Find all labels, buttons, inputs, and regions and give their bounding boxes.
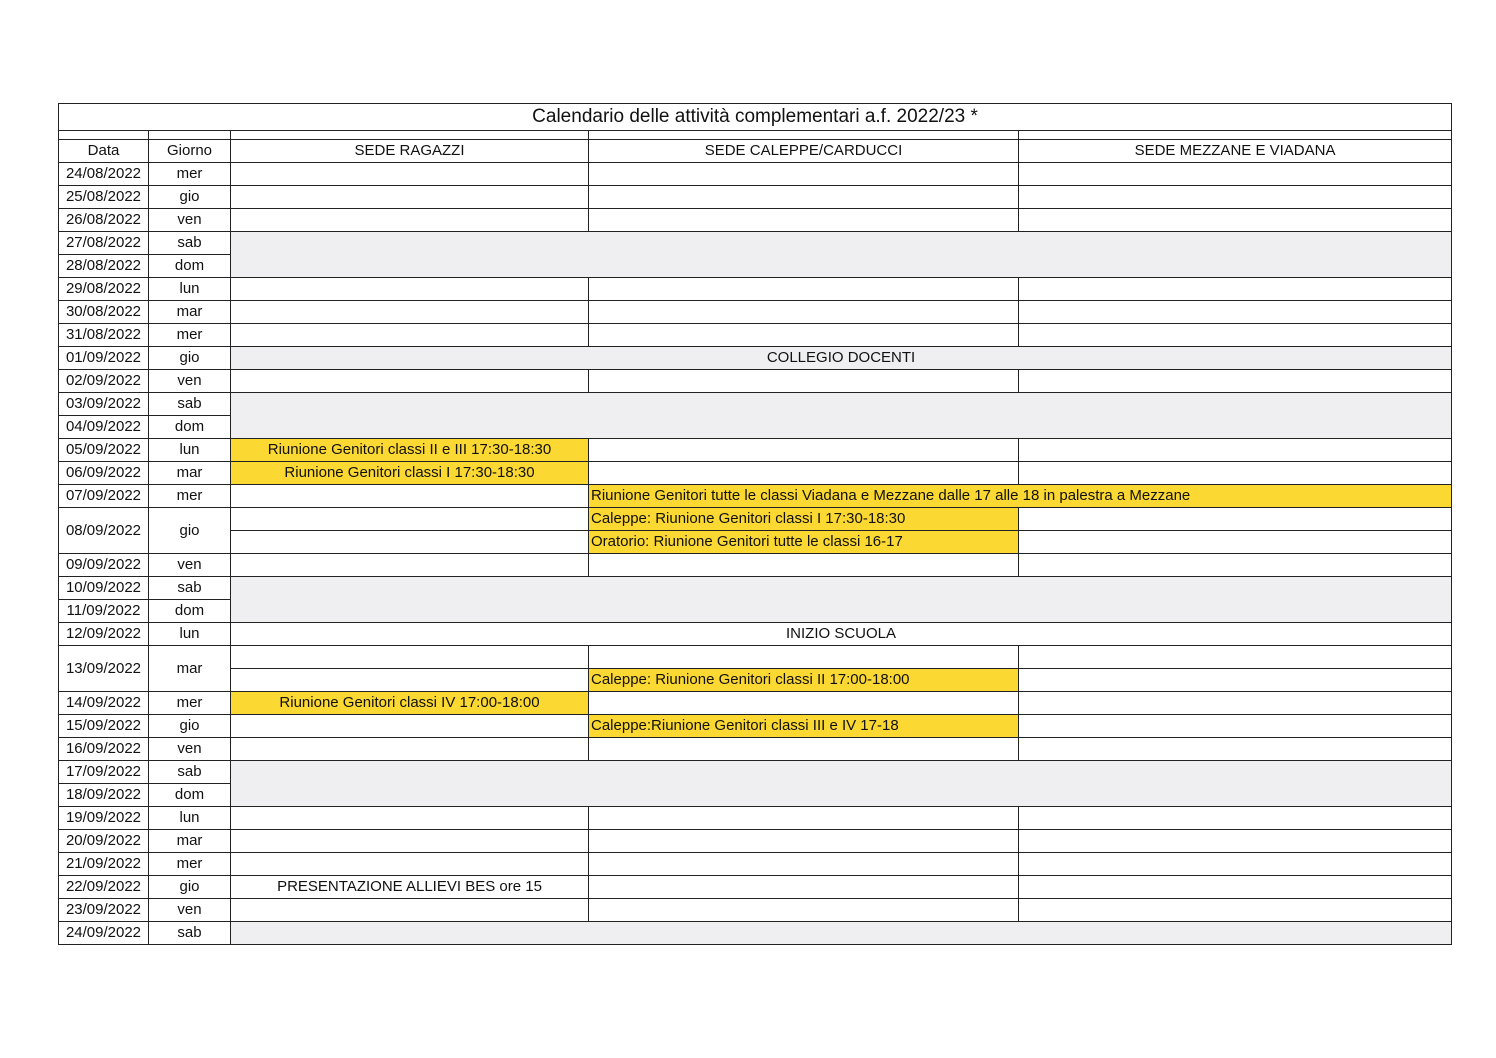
mezzane-cell <box>1019 853 1452 876</box>
day-cell: lun <box>149 439 231 462</box>
day-cell: mer <box>149 163 231 186</box>
table-row <box>59 830 1452 853</box>
mezzane-cell <box>1019 439 1452 462</box>
table-row <box>59 186 1452 209</box>
caleppe-mezzane-event-cell: Riunione Genitori tutte le classi Viadana e Mezzane dalle 17 alle 18 in palestra a Mezzane <box>589 485 1452 508</box>
caleppe-cell <box>589 186 1019 209</box>
caleppe-cell <box>589 278 1019 301</box>
date-cell: 11/09/2022 <box>59 600 149 623</box>
table-row <box>59 876 1452 899</box>
mezzane-cell <box>1019 738 1452 761</box>
caleppe-event-cell: Caleppe: Riunione Genitori classi II 17:00-18:00 <box>589 669 1019 692</box>
date-cell: 21/09/2022 <box>59 853 149 876</box>
ragazzi-cell <box>231 738 589 761</box>
mezzane-cell <box>1019 531 1452 554</box>
weekend-cell <box>231 922 1452 945</box>
page-title: Calendario delle attività complementari a.f. 2022/23 * <box>59 104 1452 131</box>
date-cell: 09/09/2022 <box>59 554 149 577</box>
caleppe-cell <box>589 738 1019 761</box>
date-cell: 24/09/2022 <box>59 922 149 945</box>
mezzane-cell <box>1019 186 1452 209</box>
day-cell: gio <box>149 347 231 370</box>
caleppe-cell <box>589 853 1019 876</box>
date-cell: 17/09/2022 <box>59 761 149 784</box>
calendar-sheet <box>58 103 1451 945</box>
day-cell: sab <box>149 761 231 784</box>
date-cell: 23/09/2022 <box>59 899 149 922</box>
day-cell: mar <box>149 646 231 692</box>
day-cell: sab <box>149 232 231 255</box>
weekend-cell <box>231 577 1452 623</box>
table-row <box>59 692 1452 715</box>
spacer-cell <box>59 131 149 140</box>
day-cell: lun <box>149 278 231 301</box>
day-cell: ven <box>149 370 231 393</box>
table-row <box>59 278 1452 301</box>
mezzane-cell <box>1019 462 1452 485</box>
day-cell: mer <box>149 485 231 508</box>
mezzane-cell <box>1019 715 1452 738</box>
caleppe-event-cell: Caleppe:Riunione Genitori classi III e IV 17-18 <box>589 715 1019 738</box>
table-row <box>59 209 1452 232</box>
table-row <box>59 439 1452 462</box>
ragazzi-cell <box>231 531 589 554</box>
caleppe-cell <box>589 439 1019 462</box>
day-cell: sab <box>149 922 231 945</box>
date-cell: 26/08/2022 <box>59 209 149 232</box>
ragazzi-event-cell: Riunione Genitori classi IV 17:00-18:00 <box>231 692 589 715</box>
date-cell: 14/09/2022 <box>59 692 149 715</box>
header-sede-ragazzi: SEDE RAGAZZI <box>231 140 589 163</box>
table-row <box>59 807 1452 830</box>
table-subrow <box>59 669 1452 692</box>
caleppe-cell <box>589 807 1019 830</box>
table-row <box>59 922 1452 945</box>
caleppe-cell <box>589 692 1019 715</box>
weekend-cell <box>231 393 1452 439</box>
date-cell: 13/09/2022 <box>59 646 149 692</box>
date-cell: 18/09/2022 <box>59 784 149 807</box>
mezzane-cell <box>1019 163 1452 186</box>
caleppe-cell <box>589 876 1019 899</box>
table-row <box>59 646 1452 669</box>
header-day: Giorno <box>149 140 231 163</box>
table-row <box>59 577 1452 600</box>
date-cell: 30/08/2022 <box>59 301 149 324</box>
ragazzi-cell <box>231 301 589 324</box>
spacer-cell <box>1019 131 1452 140</box>
date-cell: 31/08/2022 <box>59 324 149 347</box>
date-cell: 19/09/2022 <box>59 807 149 830</box>
table-row <box>59 485 1452 508</box>
header-sede-caleppe: SEDE CALEPPE/CARDUCCI <box>589 140 1019 163</box>
table-row <box>59 393 1452 416</box>
day-cell: mer <box>149 324 231 347</box>
spacer-cell <box>149 131 231 140</box>
caleppe-cell <box>589 462 1019 485</box>
caleppe-cell <box>589 830 1019 853</box>
day-cell: mar <box>149 301 231 324</box>
mezzane-cell <box>1019 899 1452 922</box>
mezzane-cell <box>1019 830 1452 853</box>
mezzane-cell <box>1019 807 1452 830</box>
ragazzi-cell <box>231 853 589 876</box>
day-cell: dom <box>149 784 231 807</box>
weekend-cell <box>231 761 1452 807</box>
date-cell: 08/09/2022 <box>59 508 149 554</box>
day-cell: lun <box>149 623 231 646</box>
date-cell: 27/08/2022 <box>59 232 149 255</box>
table-subrow <box>59 531 1452 554</box>
header-date: Data <box>59 140 149 163</box>
mezzane-cell <box>1019 301 1452 324</box>
day-cell: gio <box>149 715 231 738</box>
ragazzi-cell <box>231 278 589 301</box>
table-row <box>59 853 1452 876</box>
spacer-cell <box>589 131 1019 140</box>
date-cell: 20/09/2022 <box>59 830 149 853</box>
day-cell: ven <box>149 738 231 761</box>
date-cell: 10/09/2022 <box>59 577 149 600</box>
table-row <box>59 899 1452 922</box>
ragazzi-cell <box>231 508 589 531</box>
inizio-scuola-cell: INIZIO SCUOLA <box>231 623 1452 646</box>
ragazzi-event-cell: Riunione Genitori classi I 17:30-18:30 <box>231 462 589 485</box>
caleppe-cell <box>589 209 1019 232</box>
mezzane-cell <box>1019 876 1452 899</box>
caleppe-cell <box>589 554 1019 577</box>
day-cell: dom <box>149 255 231 278</box>
ragazzi-event-cell: PRESENTAZIONE ALLIEVI BES ore 15 <box>231 876 589 899</box>
caleppe-event-cell: Oratorio: Riunione Genitori tutte le classi 16-17 <box>589 531 1019 554</box>
table-row <box>59 554 1452 577</box>
mezzane-cell <box>1019 508 1452 531</box>
day-cell: lun <box>149 807 231 830</box>
table-row <box>59 738 1452 761</box>
day-cell: dom <box>149 416 231 439</box>
table-row <box>59 163 1452 186</box>
caleppe-cell <box>589 301 1019 324</box>
table-row <box>59 623 1452 646</box>
date-cell: 07/09/2022 <box>59 485 149 508</box>
ragazzi-cell <box>231 830 589 853</box>
date-cell: 12/09/2022 <box>59 623 149 646</box>
mezzane-cell <box>1019 324 1452 347</box>
date-cell: 25/08/2022 <box>59 186 149 209</box>
mezzane-cell <box>1019 209 1452 232</box>
day-cell: mar <box>149 830 231 853</box>
mezzane-cell <box>1019 692 1452 715</box>
date-cell: 03/09/2022 <box>59 393 149 416</box>
ragazzi-event-cell: Riunione Genitori classi II e III 17:30-18:30 <box>231 439 589 462</box>
weekend-cell <box>231 232 1452 278</box>
date-cell: 04/09/2022 <box>59 416 149 439</box>
header-sede-mezzane: SEDE MEZZANE E VIADANA <box>1019 140 1452 163</box>
ragazzi-cell <box>231 324 589 347</box>
date-cell: 15/09/2022 <box>59 715 149 738</box>
spacer-cell <box>231 131 589 140</box>
caleppe-cell <box>589 370 1019 393</box>
date-cell: 06/09/2022 <box>59 462 149 485</box>
caleppe-cell <box>589 899 1019 922</box>
date-cell: 28/08/2022 <box>59 255 149 278</box>
caleppe-cell <box>589 646 1019 669</box>
ragazzi-cell <box>231 554 589 577</box>
day-cell: ven <box>149 554 231 577</box>
table-row <box>59 761 1452 784</box>
date-cell: 16/09/2022 <box>59 738 149 761</box>
collegio-docenti-cell: COLLEGIO DOCENTI <box>231 347 1452 370</box>
date-cell: 01/09/2022 <box>59 347 149 370</box>
day-cell: sab <box>149 577 231 600</box>
mezzane-cell <box>1019 646 1452 669</box>
day-cell: sab <box>149 393 231 416</box>
caleppe-cell <box>589 324 1019 347</box>
mezzane-cell <box>1019 554 1452 577</box>
day-cell: ven <box>149 209 231 232</box>
day-cell: gio <box>149 186 231 209</box>
date-cell: 05/09/2022 <box>59 439 149 462</box>
caleppe-event-cell: Caleppe: Riunione Genitori classi I 17:30-18:30 <box>589 508 1019 531</box>
ragazzi-cell <box>231 163 589 186</box>
ragazzi-cell <box>231 370 589 393</box>
day-cell: mer <box>149 692 231 715</box>
table-row <box>59 301 1452 324</box>
table-row <box>59 370 1452 393</box>
table-row <box>59 232 1452 255</box>
ragazzi-cell <box>231 715 589 738</box>
table-row <box>59 347 1452 370</box>
day-cell: mer <box>149 853 231 876</box>
date-cell: 24/08/2022 <box>59 163 149 186</box>
table-row <box>59 508 1452 531</box>
date-cell: 02/09/2022 <box>59 370 149 393</box>
date-cell: 22/09/2022 <box>59 876 149 899</box>
mezzane-cell <box>1019 370 1452 393</box>
day-cell: mar <box>149 462 231 485</box>
ragazzi-cell <box>231 646 589 669</box>
day-cell: gio <box>149 508 231 554</box>
ragazzi-cell <box>231 209 589 232</box>
calendar-table <box>58 103 1452 945</box>
ragazzi-cell <box>231 186 589 209</box>
day-cell: dom <box>149 600 231 623</box>
day-cell: gio <box>149 876 231 899</box>
table-row <box>59 462 1452 485</box>
ragazzi-cell <box>231 669 589 692</box>
ragazzi-cell <box>231 899 589 922</box>
mezzane-cell <box>1019 278 1452 301</box>
mezzane-cell <box>1019 669 1452 692</box>
date-cell: 29/08/2022 <box>59 278 149 301</box>
caleppe-cell <box>589 163 1019 186</box>
ragazzi-cell <box>231 807 589 830</box>
day-cell: ven <box>149 899 231 922</box>
table-row <box>59 715 1452 738</box>
ragazzi-cell <box>231 485 589 508</box>
table-row <box>59 324 1452 347</box>
